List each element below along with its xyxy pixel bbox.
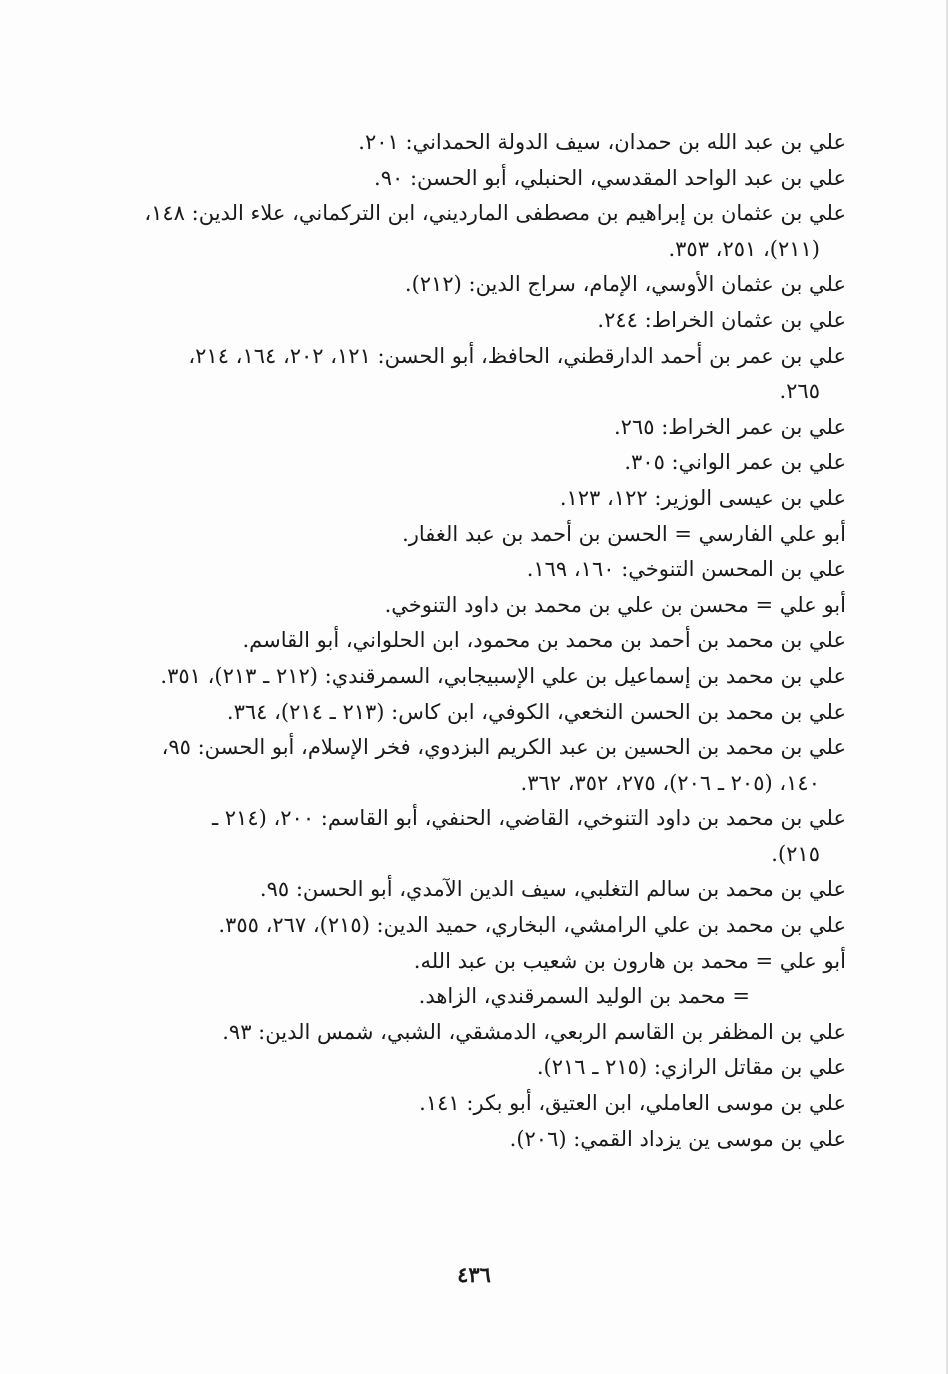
entry-text: أبو علي = محمد بن هارون بن شعيب بن عبد الله. (413, 948, 846, 973)
index-entry (116, 410, 846, 446)
entry-text: علي بن عثمان الأوسي، الإمام، سراج الدين: (٢١٢). (404, 272, 846, 297)
index-entry (116, 730, 846, 801)
page-number: ٤٣٦ (457, 1262, 491, 1287)
entry-text: علي بن مقاتل الرازي: (٢١٥ ـ ٢١٦). (536, 1055, 846, 1080)
index-entry (116, 517, 846, 553)
index-entries (116, 125, 846, 1157)
index-entry (116, 1122, 846, 1158)
index-entry (116, 339, 846, 410)
index-entry (116, 1086, 846, 1122)
entry-text: علي بن عبد الله بن حمدان، سيف الدولة الحمداني: ٢٠١. (358, 130, 846, 154)
index-entry (116, 1015, 846, 1051)
entry-text: علي بن عثمان الخراط: ٢٤٤. (597, 307, 846, 332)
entry-text: علي بن عمر الخراط: ٢٦٥. (613, 414, 846, 439)
index-entry (116, 588, 846, 624)
entry-text: علي بن عمر بن أحمد الدارقطني، الحافظ، أبو الحسن: ١٢١، ٢٠٢، ١٦٤، ٢١٤، (188, 343, 846, 368)
entry-text: علي بن محمد بن إسماعيل بن علي الإسبيجابي، السمرقندي: (٢١٢ ـ ٢١٣)، ٣٥١. (160, 663, 846, 688)
entry-text: علي بن المظفر بن القاسم الربعي، الدمشقي، الشبي، شمس الدين: ٩٣. (222, 1019, 846, 1044)
entry-text: أبو علي = محسن بن علي بن محمد بن داود التنوخي. (384, 592, 846, 617)
index-entry (116, 1050, 846, 1086)
entry-text: علي بن المحسن التنوخي: ١٦٠، ١٦٩. (526, 557, 846, 582)
entry-continuation: (٢١١)، ٢٥١، ٣٥٣. (668, 236, 820, 261)
index-entry (116, 695, 846, 731)
index-entry (116, 552, 846, 588)
entry-text: علي بن عبد الواحد المقدسي، الحنبلي، أبو الحسن: ٩٠. (374, 165, 846, 190)
entry-text: علي بن محمد بن سالم التغلبي، سيف الدين الآمدي، أبو الحسن: ٩٥. (259, 877, 846, 902)
entry-text: علي بن محمد بن الحسن النخعي، الكوفي، ابن كاس: (٢١٣ ـ ٢١٤)، ٣٦٤. (226, 699, 846, 724)
entry-text: علي بن موسى ين يزداد القمي: (٢٠٦). (509, 1126, 846, 1151)
index-entry (116, 623, 846, 659)
entry-cross-reference: = محمد بن الوليد السمرقندي، الزاهد. (418, 984, 750, 1009)
index-entry (116, 125, 846, 161)
index-entry (116, 944, 846, 1015)
index-entry (116, 801, 846, 872)
entry-text: أبو علي الفارسي = الحسن بن أحمد بن عبد الغفار. (402, 521, 846, 546)
index-entry (116, 481, 846, 517)
entry-text: علي بن محمد بن علي الرامشي، البخاري، حميد الدين: (٢١٥)، ٢٦٧، ٣٥٥. (218, 913, 846, 938)
index-entry (116, 303, 846, 339)
entry-continuation: ٢١٥). (771, 841, 820, 866)
index-entry (116, 196, 846, 267)
index-entry (116, 267, 846, 303)
entry-text: علي بن عثمان بن إبراهيم بن مصطفى المارديني، ابن التركماني، علاء الدين: ١٤٨، (144, 201, 846, 226)
entry-text: علي بن عيسى الوزير: ١٢٢، ١٢٣. (559, 485, 846, 510)
entry-continuation: ٢٦٥. (779, 379, 820, 404)
entry-text: علي بن محمد بن داود التنوخي، القاضي، الحنفي، أبو القاسم: ٢٠٠، (٢١٤ ـ (211, 806, 846, 831)
index-entry (116, 161, 846, 197)
entry-continuation: ١٤٠، (٢٠٥ ـ ٢٠٦)، ٢٧٥، ٣٥٢، ٣٦٢. (520, 770, 820, 795)
index-entry (116, 908, 846, 944)
index-entry (116, 659, 846, 695)
index-entry (116, 872, 846, 908)
entry-text: علي بن محمد بن الحسين بن عبد الكريم البزدوي، فخر الإسلام، أبو الحسن: ٩٥، (161, 735, 846, 760)
entry-text: علي بن محمد بن أحمد بن محمد بن محمود، ابن الحلواني، أبو القاسم. (242, 628, 846, 653)
entry-text: علي بن موسى العاملي، ابن العتيق، أبو بكر: ١٤١. (419, 1091, 846, 1116)
entry-text: علي بن عمر الواني: ٣٠٥. (624, 450, 846, 475)
index-entry (116, 445, 846, 481)
